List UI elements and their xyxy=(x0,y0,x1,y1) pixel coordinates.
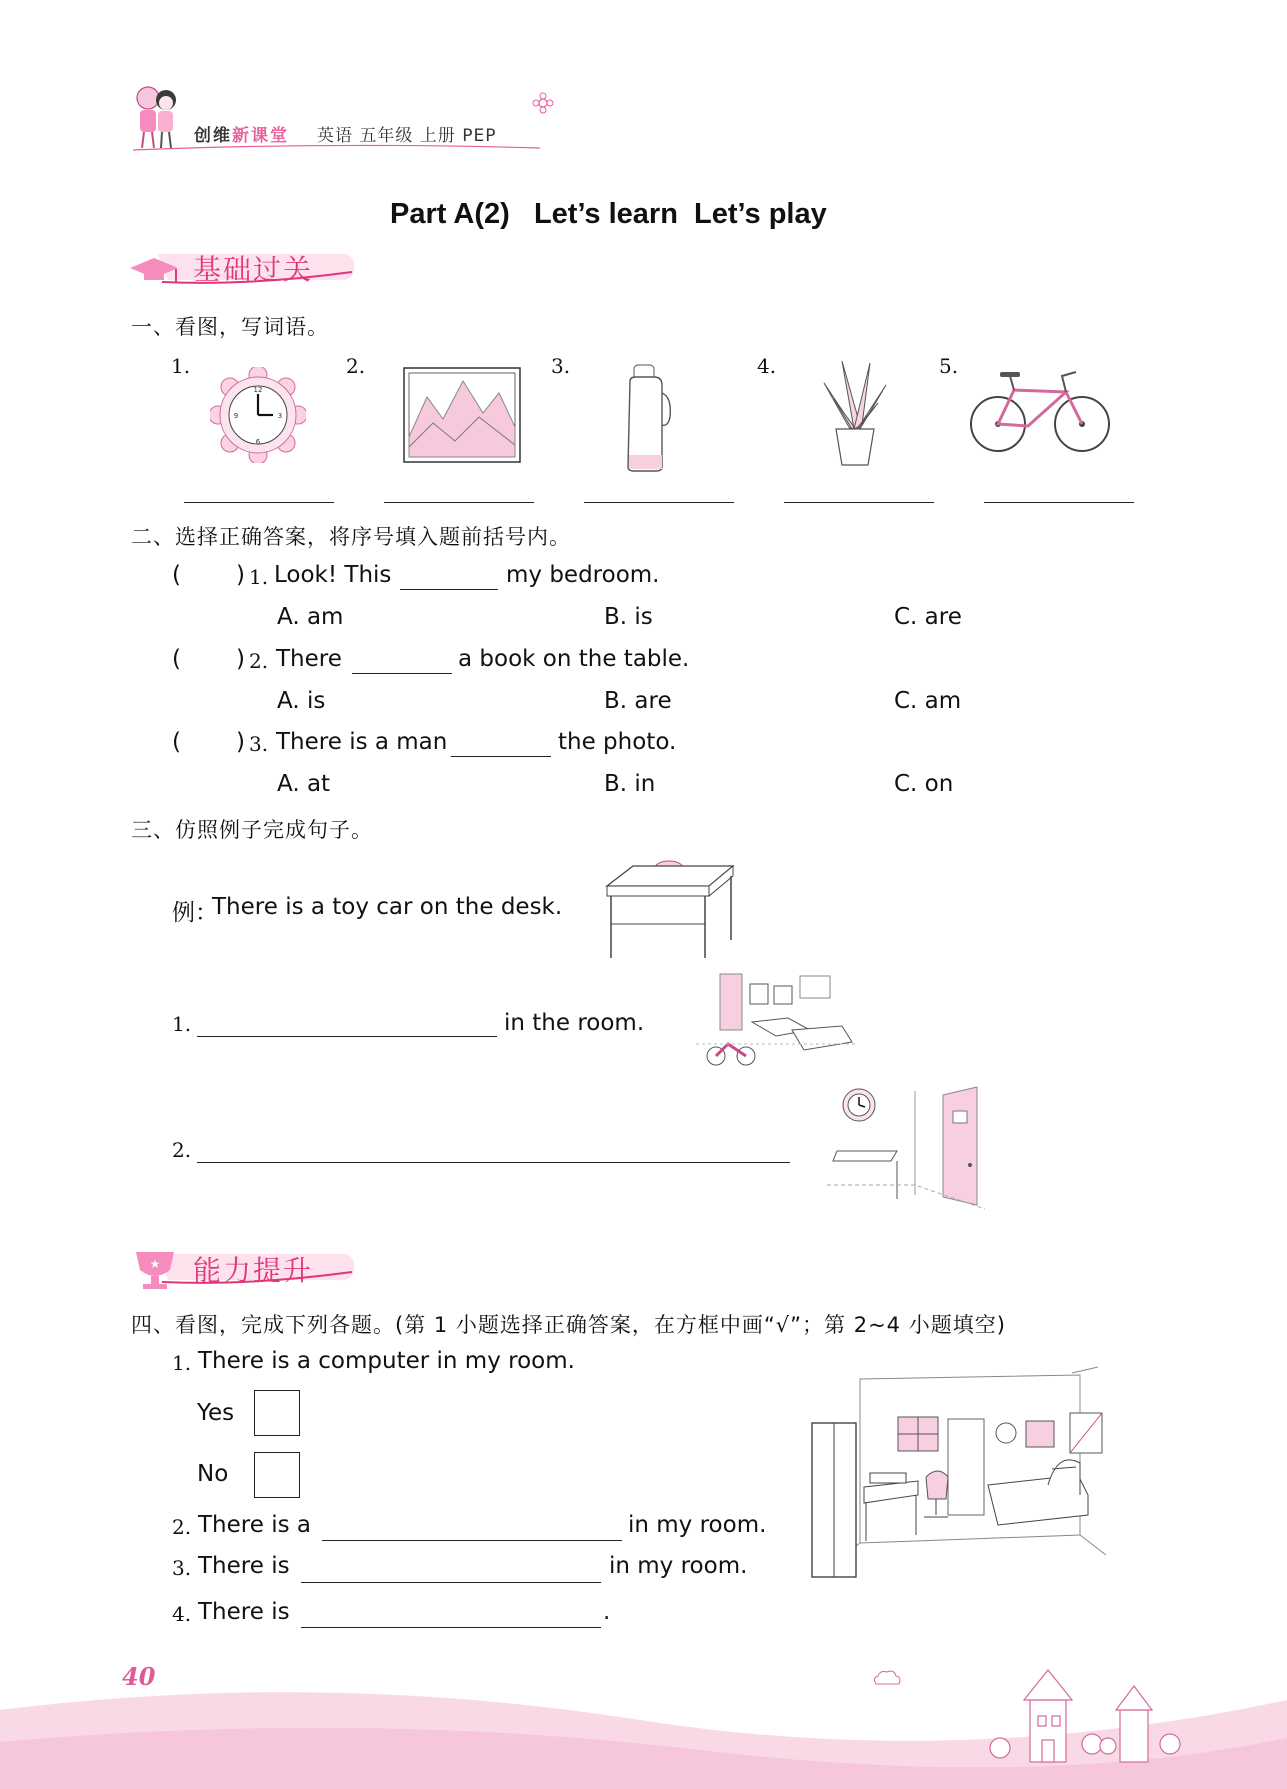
room-toy-motorbike-picture xyxy=(692,970,860,1072)
question-text-pre: There xyxy=(276,646,342,672)
blank-line[interactable] xyxy=(352,673,452,674)
question-number: 4. xyxy=(172,1602,192,1626)
answer-line[interactable] xyxy=(197,1162,790,1163)
option-c[interactable]: C. are xyxy=(894,604,962,630)
room-clock-door-picture xyxy=(825,1085,985,1211)
question-number: 2. xyxy=(172,1138,192,1162)
question-number: 1. xyxy=(249,565,269,589)
question-text-pre: There is a man xyxy=(276,729,448,755)
example-sentence: There is a toy car on the desk. xyxy=(212,894,563,920)
option-b[interactable]: B. in xyxy=(604,771,656,797)
question-text-post: a book on the table. xyxy=(458,646,690,672)
option-c[interactable]: C. on xyxy=(894,771,954,797)
answer-line[interactable] xyxy=(984,502,1134,503)
close-bracket: ) xyxy=(236,562,245,588)
footer-castle-decoration xyxy=(960,1660,1190,1770)
brand-part-1: 创维 xyxy=(194,126,232,146)
question-text-pre: There is xyxy=(198,1553,290,1579)
answer-line[interactable] xyxy=(301,1627,601,1628)
option-b[interactable]: B. is xyxy=(604,604,653,630)
open-bracket: ( xyxy=(172,729,181,755)
question-text-post: . xyxy=(603,1599,611,1625)
s1-item-num: 3. xyxy=(551,354,571,378)
close-bracket: ) xyxy=(236,646,245,672)
footer-cloud-icon xyxy=(870,1668,904,1688)
answer-line[interactable] xyxy=(584,502,734,503)
water-bottle-picture xyxy=(622,363,674,473)
option-a[interactable]: A. am xyxy=(277,604,344,630)
no-label: No xyxy=(197,1461,229,1487)
svg-text:★: ★ xyxy=(149,1257,161,1271)
plant-picture xyxy=(820,355,890,467)
question-number: 1. xyxy=(172,1351,192,1375)
question-text-post: in my room. xyxy=(628,1512,767,1538)
answer-line[interactable] xyxy=(784,502,934,503)
open-bracket: ( xyxy=(172,646,181,672)
ability-banner-label: 能力提升 xyxy=(193,1254,314,1287)
basic-banner-label: 基础过关 xyxy=(193,253,314,286)
no-checkbox[interactable] xyxy=(254,1452,300,1498)
option-c[interactable]: C. am xyxy=(894,688,962,714)
question-text-pre: There is xyxy=(198,1599,290,1625)
section4-heading: 四、看图，完成下列各题。(第 1 小题选择正确答案，在方框中画“√”；第 2~4 小题填空) xyxy=(131,1313,1006,1337)
header-divider-line xyxy=(128,140,548,154)
svg-text:6: 6 xyxy=(255,438,261,446)
question-number: 3. xyxy=(249,732,269,756)
flower-decoration-icon xyxy=(532,92,554,114)
svg-text:3: 3 xyxy=(277,412,283,420)
svg-text:9: 9 xyxy=(233,412,239,420)
s1-item-num: 4. xyxy=(757,354,777,378)
page-number: 40 xyxy=(122,1662,156,1691)
bike-picture xyxy=(970,366,1112,460)
question-number: 1. xyxy=(172,1012,192,1036)
answer-line[interactable] xyxy=(184,502,334,503)
question-text-post: in the room. xyxy=(504,1010,645,1036)
section1-heading: 一、看图，写词语。 xyxy=(131,315,329,339)
bedroom-picture xyxy=(808,1365,1106,1580)
s1-item-num: 5. xyxy=(939,354,959,378)
brand-part-2: 新课堂 xyxy=(232,126,289,146)
example-label: 例： xyxy=(172,900,218,926)
question-text: There is a computer in my room. xyxy=(198,1348,575,1374)
question-number: 2. xyxy=(172,1515,192,1539)
s1-item-num: 1. xyxy=(171,354,191,378)
open-bracket: ( xyxy=(172,562,181,588)
blank-line[interactable] xyxy=(451,756,551,757)
question-text-pre: There is a xyxy=(198,1512,311,1538)
option-a[interactable]: A. is xyxy=(277,688,326,714)
section2-heading: 二、选择正确答案，将序号填入题前括号内。 xyxy=(131,525,571,549)
s1-item-num: 2. xyxy=(346,354,366,378)
blank-line[interactable] xyxy=(400,589,498,590)
option-a[interactable]: A. at xyxy=(277,771,331,797)
desk-toy-car-picture xyxy=(605,858,737,960)
question-text-post: my bedroom. xyxy=(506,562,660,588)
answer-line[interactable] xyxy=(384,502,534,503)
header-course: 英语 五年级 上册 PEP xyxy=(317,126,497,146)
answer-line[interactable] xyxy=(322,1540,622,1541)
clock-picture xyxy=(210,367,306,463)
yes-label: Yes xyxy=(197,1400,235,1426)
question-number: 2. xyxy=(249,649,269,673)
answer-line[interactable] xyxy=(301,1582,601,1583)
page-title: Part A(2) Let’s learn Let’s play xyxy=(390,198,827,230)
question-text-post: in my room. xyxy=(609,1553,748,1579)
question-number: 3. xyxy=(172,1556,192,1580)
option-b[interactable]: B. are xyxy=(604,688,672,714)
picture-frame-picture xyxy=(403,367,521,463)
section3-heading: 三、仿照例子完成句子。 xyxy=(131,818,373,842)
yes-checkbox[interactable] xyxy=(254,1390,300,1436)
svg-text:12: 12 xyxy=(253,386,263,394)
question-text-post: the photo. xyxy=(558,729,677,755)
question-text-pre: Look! This xyxy=(274,562,392,588)
close-bracket: ) xyxy=(236,729,245,755)
answer-line[interactable] xyxy=(197,1036,497,1037)
